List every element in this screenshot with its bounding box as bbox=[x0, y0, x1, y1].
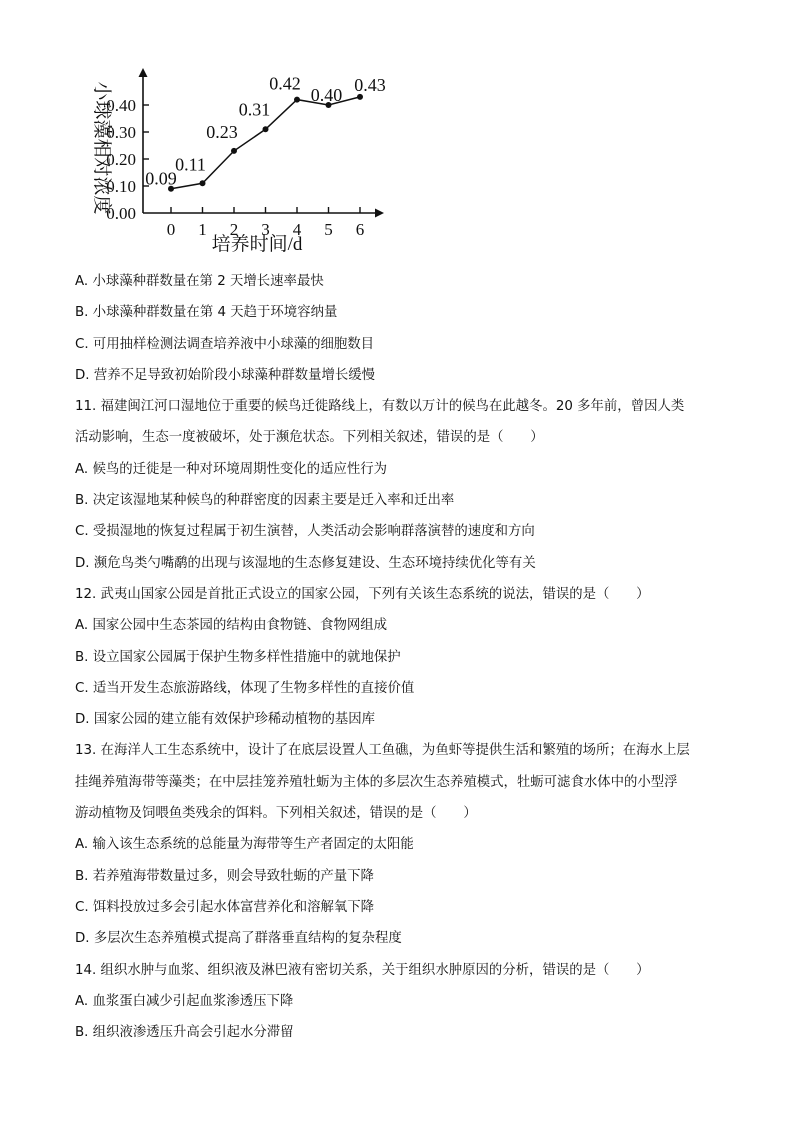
q11-stem-line-2: 活动影响，生态一度被破坏，处于濒危状态。下列相关叙述，错误的是（ ） bbox=[75, 430, 544, 446]
question-14 bbox=[75, 955, 725, 1049]
q12-option-d: D. 国家公园的建立能有效保护珍稀动植物的基因库 bbox=[75, 712, 376, 728]
y-axis bbox=[139, 68, 148, 213]
q14-option-b: B. 组织液渗透压升高会引起水分滞留 bbox=[75, 1025, 294, 1041]
q13-option-a: A. 输入该生态系统的总能量为海带等生产者固定的太阳能 bbox=[75, 837, 414, 853]
data-label: 0.11 bbox=[175, 154, 206, 175]
q11-option-d: D. 濒危鸟类勺嘴鹬的出现与该湿地的生态修复建设、生态环境持续优化等有关 bbox=[75, 555, 536, 571]
q11-stem-line-1: 11. 福建闽江河口湿地位于重要的候鸟迁徙路线上，有数以万计的候鸟在此越冬。20 多年前，曾因人类 bbox=[75, 399, 685, 415]
data-label: 0.09 bbox=[145, 168, 177, 189]
x-tick-label: 6 bbox=[355, 220, 365, 239]
y-tick-label: 0.30 bbox=[106, 123, 136, 142]
q10-options bbox=[75, 266, 725, 391]
y-tick-label: 0.00 bbox=[106, 204, 136, 223]
q12-option-b: B. 设立国家公园属于保护生物多样性措施中的就地保护 bbox=[75, 649, 401, 665]
q14-option-a: A. 血浆蛋白减少引起血浆渗透压下降 bbox=[75, 993, 294, 1009]
x-tick-label: 0 bbox=[166, 220, 176, 239]
q13-option-b: B. 若养殖海带数量过多，则会导致牡蛎的产量下降 bbox=[75, 868, 374, 884]
data-label: 0.42 bbox=[269, 73, 301, 94]
q10-option-a: A. 小球藻种群数量在第 2 天增长速率最快 bbox=[75, 274, 324, 289]
x-tick-label: 5 bbox=[324, 220, 333, 239]
data-point bbox=[231, 148, 237, 154]
q13-stem-line-2: 挂绳养殖海带等藻类；在中层挂笼养殖牡蛎为主体的多层次生态养殖模式，牡蛎可滤食水体中的小型浮 bbox=[75, 774, 678, 790]
y-tick-label: 0.20 bbox=[106, 150, 136, 169]
data-point bbox=[263, 126, 269, 132]
q12-option-c: C. 适当开发生态旅游路线，体现了生物多样性的直接价值 bbox=[75, 680, 415, 696]
q13-stem-line-3: 游动植物及饲喂鱼类残余的饵料。下列相关叙述，错误的是（ ） bbox=[75, 806, 477, 822]
q14-stem-line-1: 14. 组织水肿与血浆、组织液及淋巴液有密切关系，关于组织水肿原因的分析，错误的是（ ） bbox=[75, 962, 650, 978]
q12-stem-line-1: 12. 武夷山国家公园是首批正式设立的国家公园，下列有关该生态系统的说法，错误的是（ ） bbox=[75, 586, 650, 602]
q12-option-a: A. 国家公园中生态茶园的结构由食物链、食物网组成 bbox=[75, 618, 388, 634]
data-point bbox=[294, 97, 300, 103]
data-label: 0.40 bbox=[310, 85, 343, 105]
data-point bbox=[200, 180, 206, 186]
x-tick-label: 1 bbox=[198, 220, 207, 239]
q13-option-c: C. 饵料投放过多会引起水体富营养化和溶解氧下降 bbox=[75, 899, 375, 915]
y-axis-title: 小球藻相对浓度 bbox=[91, 81, 112, 215]
q11-option-a: A. 候鸟的迁徙是一种对环境周期性变化的适应性行为 bbox=[75, 461, 388, 477]
x-axis bbox=[143, 209, 384, 218]
data-label: 0.43 bbox=[354, 74, 386, 95]
x-axis-title: 培养时间/d bbox=[211, 234, 303, 255]
q11-option-c: C. 受损湿地的恢复过程属于初生演替，人类活动会影响群落演替的速度和方向 bbox=[75, 524, 535, 540]
q10-option-c: C. 可用抽样检测法调查培养液中小球藻的细胞数目 bbox=[75, 336, 375, 352]
concentration-line-chart bbox=[70, 60, 400, 260]
data-label: 0.31 bbox=[238, 99, 271, 120]
question-text bbox=[75, 266, 725, 1048]
x-tick-label: 4 bbox=[292, 220, 302, 239]
q11-option-b: B. 决定该湿地某种候鸟的种群密度的因素主要是迁入率和迁出率 bbox=[75, 493, 455, 509]
q13-stem-line-1: 13. 在海洋人工生态系统中，设计了在底层设置人工鱼礁，为鱼虾等提供生活和繁殖的场所；在海水上层 bbox=[75, 743, 690, 759]
y-tick-label: 0.10 bbox=[106, 177, 136, 196]
y-tick-label: 0.40 bbox=[106, 96, 136, 115]
x-tick-label: 3 bbox=[261, 220, 270, 239]
q13-option-d: D. 多层次生态养殖模式提高了群落垂直结构的复杂程度 bbox=[75, 931, 402, 947]
question-13 bbox=[75, 735, 725, 954]
q10-option-b: B. 小球藻种群数量在第 4 天趋于环境容纳量 bbox=[75, 305, 338, 321]
question-11 bbox=[75, 391, 725, 579]
q10-option-d: D. 营养不足导致初始阶段小球藻种群数量增长缓慢 bbox=[75, 367, 376, 383]
data-label: 0.23 bbox=[206, 121, 238, 142]
question-12 bbox=[75, 579, 725, 735]
x-tick-label: 2 bbox=[229, 220, 239, 239]
